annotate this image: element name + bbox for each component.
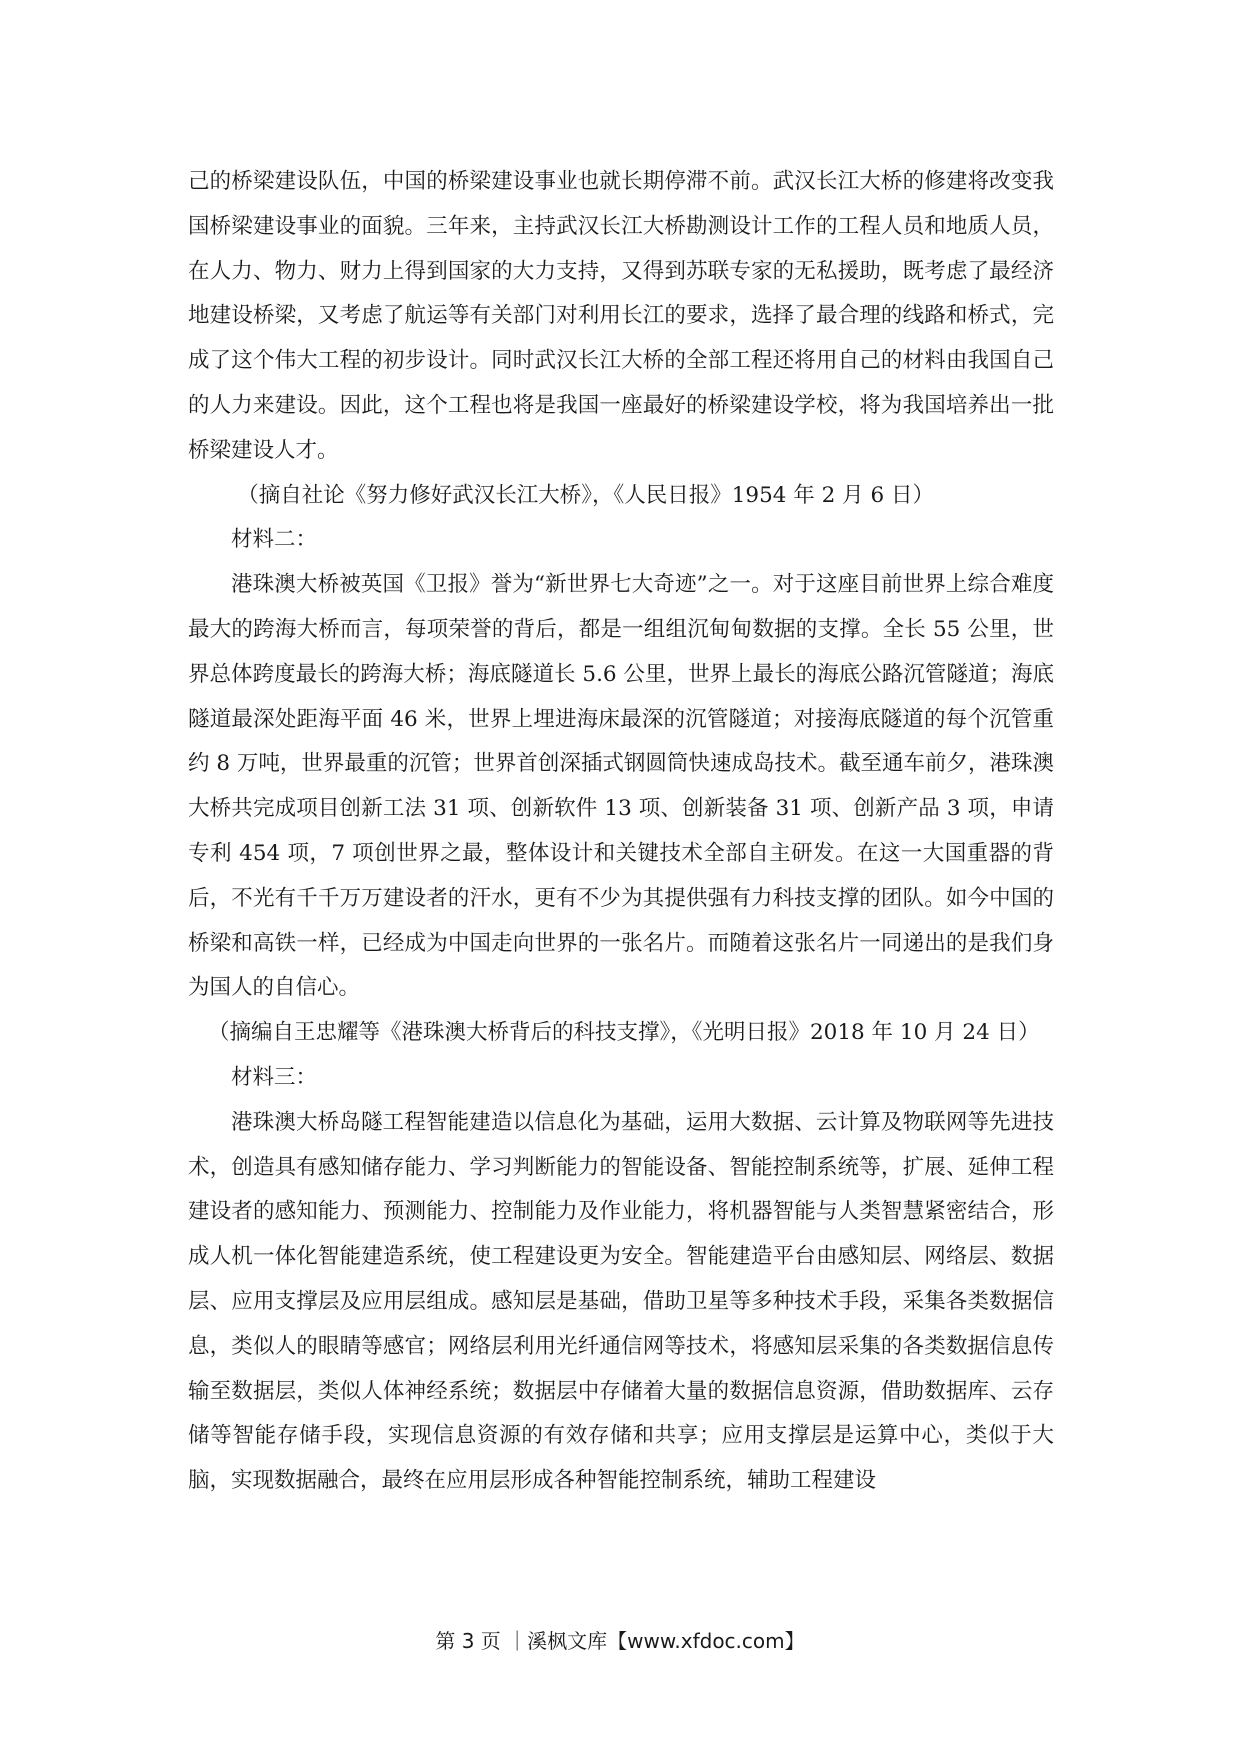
- page-content: [188, 160, 1054, 1504]
- material-two-paragraph: 港珠澳大桥被英国《卫报》誉为“新世界七大奇迹”之一。对于这座目前世界上综合难度最大的跨海大桥而言，每项荣誉的背后，都是一组组沉甸甸数据的支撑。全长 55 公里，世界总体跨度最长的跨海大桥；海底隧道长 5.6 公里，世界上最长的海底公路沉管隧道；海底隧道最深处距海平面 46 米，世界上埋进海床最深的沉管隧道；对接海底隧道的每个沉管重约 8 万吨，世界最重的沉管；世界首创深插式钢圆筒快速成岛技术。截至通车前夕，港珠澳大桥共完成项目创新工法 31 项、创新软件 13 项、创新装备 31 项、创新产品 3 项，申请专利 454 项，7 项创世界之最，整体设计和关键技术全部自主研发。在这一大国重器的背后，不光有千千万万建设者的汗水，更有不少为其提供强有力科技支撑的团队。如今中国的桥梁和高铁一样，已经成为中国走向世界的一张名片。而随着这张名片一同递出的是我们身为国人的自信心。: [188, 572, 1054, 1001]
- material-two-label: 材料二：: [231, 527, 318, 553]
- material-three-paragraph: 港珠澳大桥岛隧工程智能建造以信息化为基础，运用大数据、云计算及物联网等先进技术，创造具有感知储存能力、学习判断能力的智能设备、智能控制系统等，扩展、延伸工程建设者的感知能力、预测能力、控制能力及作业能力，将机器智能与人类智慧紧密结合，形成人机一体化智能建造系统，使工程建设更为安全。智能建造平台由感知层、网络层、数据层、应用支撑层及应用层组成。感知层是基础，借助卫星等多种技术手段，采集各类数据信息，类似人的眼睛等感官；网络层利用光纤通信网等技术，将感知层采集的各类数据信息传输至数据层，类似人体神经系统；数据层中存储着大量的数据信息资源，借助数据库、云存储等智能存储手段，实现信息资源的有效存储和共享；应用支撑层是运算中心，类似于大脑，实现数据融合，最终在应用层形成各种智能控制系统，辅助工程建设: [188, 1109, 1054, 1494]
- material-one-source: （摘自社论《努力修好武汉长江大桥》，《人民日报》1954 年 2 月 6 日）: [237, 482, 934, 508]
- material-one-paragraph: 己的桥梁建设队伍，中国的桥梁建设事业也就长期停滞不前。武汉长江大桥的修建将改变我国桥梁建设事业的面貌。三年来，主持武汉长江大桥勘测设计工作的工程人员和地质人员，在人力、物力、财力上得到国家的大力支持，又得到苏联专家的无私援助，既考虑了最经济地建设桥梁，又考虑了航运等有关部门对利用长江的要求，选择了最合理的线路和桥式，完成了这个伟大工程的初步设计。同时武汉长江大桥的全部工程还将用自己的材料由我国自己的人力来建设。因此，这个工程也将是我国一座最好的桥梁建设学校，将为我国培养出一批桥梁建设人才。: [188, 169, 1054, 463]
- material-two-source: （摘编自王忠耀等《港珠澳大桥背后的科技支撑》，《光明日报》2018 年 10 月 24 日）: [208, 1020, 1040, 1046]
- page-footer: 第 3 页 ｜溪枫文库【www.xfdoc.com】: [435, 1629, 805, 1653]
- material-three-label: 材料三：: [231, 1064, 318, 1090]
